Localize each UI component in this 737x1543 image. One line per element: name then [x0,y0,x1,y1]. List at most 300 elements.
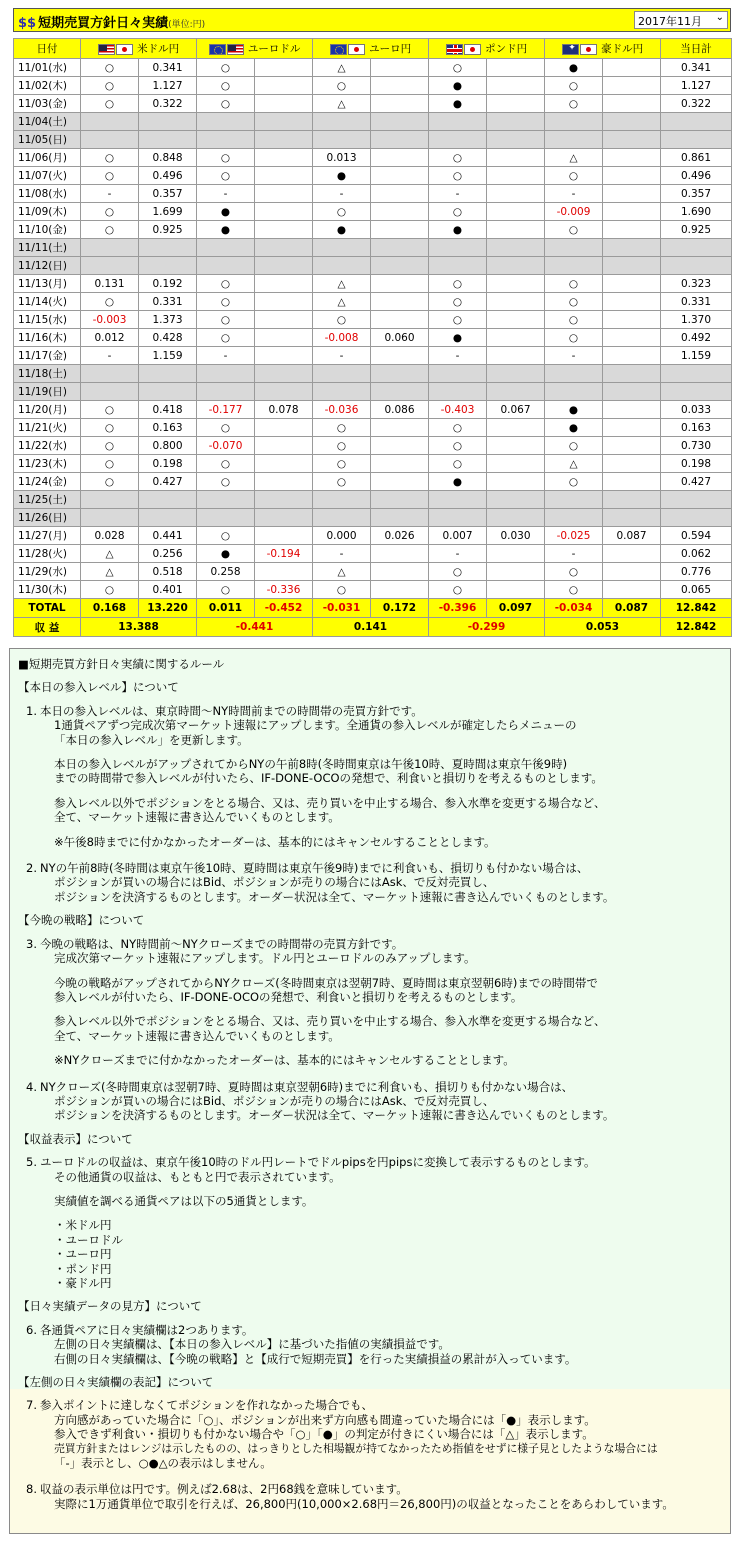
value-cell [255,563,313,581]
value-cell: - [197,185,255,203]
value-cell: ○ [81,203,139,221]
value-cell [255,365,313,383]
value-cell [603,563,661,581]
value-cell [81,491,139,509]
value-cell [371,311,429,329]
value-cell: ○ [197,329,255,347]
value-cell [371,113,429,131]
value-cell: -0.036 [313,401,371,419]
unit-label: (単位:円) [168,20,206,30]
rule-text: ポジションを決済するものとします。オーダー状況は全て、マーケット速報に書き込んでいくものとします。 [54,889,615,904]
value-cell [545,131,603,149]
value-cell [487,545,545,563]
value-cell [255,275,313,293]
col-audjpy [545,39,661,59]
value-cell [313,239,371,257]
value-cell [603,293,661,311]
value-cell [255,149,313,167]
value-cell [255,455,313,473]
col-gbpjpy-label: ポンド円 [485,43,528,55]
value-cell: △ [313,95,371,113]
rule-item [18,704,722,849]
value-cell [603,113,661,131]
table-row [14,221,732,239]
rule-text: 右側の日々実績欄は、【今晩の戦略】と【成行で短期売買】を行った実績損益の累計が入っています。 [54,1351,577,1366]
rule-number: 1. [26,703,37,718]
table-row [14,275,732,293]
value-cell [371,563,429,581]
date-cell: 11/07(火) [14,167,81,185]
list-item: ・ユーロ円 [54,1247,112,1262]
value-cell [429,257,487,275]
value-cell: 0.925 [139,221,197,239]
value-cell: ○ [197,473,255,491]
value-cell: ○ [429,563,487,581]
value-cell: ○ [81,149,139,167]
title-text: 短期売買方針日々実績 [38,16,169,31]
value-cell [487,311,545,329]
value-cell [371,347,429,365]
date-cell: 11/05(日) [14,131,81,149]
value-cell [371,491,429,509]
value-cell: △ [81,563,139,581]
chevron-down-icon: ⌄ [715,12,724,23]
value-cell [371,149,429,167]
value-cell: ○ [81,59,139,77]
rule-text: までの時間帯で参入レベルが付いたら、IF-DONE-OCOの発想で、利食いと損切りを考えるものとします。 [54,771,603,786]
value-cell: ● [429,329,487,347]
value-cell: △ [545,455,603,473]
value-cell [487,293,545,311]
rule-item [18,861,722,904]
table-row [14,59,732,77]
value-cell [197,257,255,275]
value-cell [429,383,487,401]
section-heading: 【今晩の戦略】について [18,913,145,928]
value-cell [197,509,255,527]
table-row [14,455,732,473]
value-cell [661,509,732,527]
value-cell: ○ [313,203,371,221]
profit-row [14,618,732,637]
value-cell: -0.025 [545,527,603,545]
rule-item [18,1155,722,1290]
table-row [14,167,732,185]
value-cell: ○ [197,581,255,599]
table-row [14,527,732,545]
value-cell: 0.441 [139,527,197,545]
value-cell [603,581,661,599]
date-cell: 11/01(水) [14,59,81,77]
value-cell: ○ [313,455,371,473]
table-row [14,203,732,221]
date-cell: 11/06(月) [14,149,81,167]
profit-cell: -0.441 [197,618,313,637]
rule-number: 5. [26,1155,37,1170]
table-row [14,563,732,581]
col-eurusd [197,39,313,59]
value-cell: ○ [429,437,487,455]
value-cell: 0.427 [661,473,732,491]
value-cell [371,95,429,113]
rule-text: NYクローズ(冬時間東京は翌朝7時、夏時間は東京翌朝6時)までに利食いも、損切りも付かない場合は、 [40,1079,574,1094]
col-usdjpy-label: 米ドル円 [137,43,180,55]
value-cell: 0.033 [661,401,732,419]
value-cell: ○ [197,149,255,167]
value-cell: ● [197,221,255,239]
value-cell: ○ [545,581,603,599]
total-cell: 0.172 [371,599,429,618]
value-cell: 0.776 [661,563,732,581]
value-cell [197,365,255,383]
value-cell: 0.078 [255,401,313,419]
value-cell [371,365,429,383]
value-cell: 1.127 [139,77,197,95]
table-row [14,329,732,347]
value-cell: ● [429,95,487,113]
rules-title: ■短期売買方針日々実績に関するルール [18,657,225,671]
date-cell: 11/22(水) [14,437,81,455]
value-cell: ○ [313,77,371,95]
value-cell [371,437,429,455]
rule-text: ポジションを決済するものとします。オーダー状況は全て、マーケット速報に書き込んでいくものとします。 [54,1108,615,1123]
value-cell: ○ [545,311,603,329]
rule-item [18,1398,722,1470]
value-cell [603,203,661,221]
value-cell: ○ [545,95,603,113]
date-cell: 11/08(水) [14,185,81,203]
list-item: ・ポンド円 [54,1261,112,1276]
page-title [18,12,205,31]
table-row [14,293,732,311]
value-cell: 0.258 [197,563,255,581]
rule-text: ※午後8時までに付かなかったオーダーは、基本的にはキャンセルすることとします。 [54,834,496,849]
rule-text: 今晩の戦略がアップされてからNYクローズ(冬時間東京は翌朝7時、夏時間は東京翌朝6時)までの時間帯で [54,975,598,990]
list-item: ・ユーロドル [54,1232,123,1247]
table-row [14,365,732,383]
profit-label: 収 益 [14,618,81,637]
value-cell [81,239,139,257]
value-cell [81,131,139,149]
value-cell [255,347,313,365]
value-cell [197,239,255,257]
value-cell: △ [545,149,603,167]
value-cell [661,491,732,509]
value-cell [603,95,661,113]
value-cell: - [313,185,371,203]
value-cell [487,473,545,491]
value-cell: ○ [197,59,255,77]
value-cell [81,257,139,275]
value-cell [545,491,603,509]
value-cell [255,257,313,275]
rule-text: 方向感があっていた場合に「○」、ポジションが出来ず方向感も間違っていた場合には「●」表示します。 [54,1412,596,1427]
value-cell: -0.008 [313,329,371,347]
value-cell: ○ [429,311,487,329]
value-cell: ● [545,419,603,437]
rule-number: 2. [26,861,37,876]
results-table [13,38,732,637]
date-cell: 11/03(金) [14,95,81,113]
rule-number: 3. [26,936,37,951]
value-cell [487,59,545,77]
value-cell: ○ [197,293,255,311]
value-cell [255,221,313,239]
totals-label: TOTAL [14,599,81,618]
value-cell [487,581,545,599]
value-cell: -0.403 [429,401,487,419]
value-cell [603,545,661,563]
value-cell: -0.070 [197,437,255,455]
value-cell [371,383,429,401]
value-cell: 0.012 [81,329,139,347]
value-cell: 1.370 [661,311,732,329]
value-cell [545,257,603,275]
value-cell [603,419,661,437]
value-cell: ○ [545,329,603,347]
value-cell [661,257,732,275]
value-cell: ○ [81,437,139,455]
value-cell [255,185,313,203]
value-cell: ○ [429,203,487,221]
value-cell: 0.730 [661,437,732,455]
value-cell [603,455,661,473]
value-cell: 1.373 [139,311,197,329]
date-cell: 11/11(土) [14,239,81,257]
value-cell: ● [545,59,603,77]
value-cell: ○ [197,95,255,113]
date-cell: 11/09(木) [14,203,81,221]
value-cell [81,509,139,527]
rule-item [18,1482,722,1511]
value-cell [313,131,371,149]
rule-text: ポジションが買いの場合にはBid、ポジションが売りの場合にはAsk、で反対売買し、 [54,875,495,890]
value-cell: - [81,185,139,203]
value-cell [603,185,661,203]
table-row [14,509,732,527]
value-cell [603,77,661,95]
value-cell: - [81,347,139,365]
table-row [14,77,732,95]
section-heading: 【本日の参入レベル】について [18,680,179,695]
value-cell: - [197,347,255,365]
value-cell: -0.177 [197,401,255,419]
value-cell [487,149,545,167]
gb-flag-icon [446,44,463,55]
value-cell [255,167,313,185]
table-row [14,185,732,203]
table-row [14,383,732,401]
value-cell: 0.322 [139,95,197,113]
value-cell [603,311,661,329]
value-cell: 0.013 [313,149,371,167]
value-cell: 0.925 [661,221,732,239]
value-cell: ○ [545,275,603,293]
value-cell [371,473,429,491]
value-cell [313,257,371,275]
value-cell: -0.003 [81,311,139,329]
rule-text: 各通貨ペアに日々実績欄は2つあります。 [40,1322,254,1337]
value-cell [255,311,313,329]
value-cell: ○ [197,455,255,473]
table-row [14,239,732,257]
value-cell: 1.159 [139,347,197,365]
value-cell [545,509,603,527]
rule-number: 8. [26,1482,37,1497]
date-cell: 11/30(木) [14,581,81,599]
value-cell: △ [313,59,371,77]
value-cell [313,383,371,401]
value-cell: ○ [197,167,255,185]
table-row [14,419,732,437]
value-cell: ○ [81,95,139,113]
rule-text: 参入ポイントに達しなくてポジションを作れなかった場合でも、 [40,1398,373,1413]
value-cell: ○ [429,167,487,185]
value-cell: ○ [429,293,487,311]
value-cell [255,419,313,437]
profit-cell: 12.842 [661,618,732,637]
value-cell [603,239,661,257]
value-cell [603,383,661,401]
value-cell [371,59,429,77]
profit-cell: 13.388 [81,618,197,637]
value-cell [255,491,313,509]
rule-text: 収益の表示単位は円です。例えば2.68は、2円68銭を意味しています。 [40,1482,408,1497]
col-date: 日付 [14,39,81,59]
rule-text: 実績値を調べる通貨ペアは以下の5通貨とします。 [54,1193,314,1208]
value-cell: 0.518 [139,563,197,581]
value-cell: ● [545,401,603,419]
value-cell [603,473,661,491]
value-cell [487,113,545,131]
value-cell: 1.127 [661,77,732,95]
rule-text: 売買方針またはレンジは示したものの、はっきりとした相場観が持てなかったため指値をせずに様子見としたような場合には [54,1441,658,1455]
value-cell: 0.163 [139,419,197,437]
value-cell [255,329,313,347]
date-cell: 11/29(水) [14,563,81,581]
eu-flag-icon [330,44,347,55]
value-cell [429,131,487,149]
au-flag-icon [562,44,579,55]
value-cell: 0.256 [139,545,197,563]
value-cell: △ [313,275,371,293]
value-cell [661,113,732,131]
value-cell: 1.699 [139,203,197,221]
value-cell: ● [429,473,487,491]
value-cell [545,113,603,131]
page-header [13,8,731,32]
date-cell: 11/16(木) [14,329,81,347]
value-cell [139,113,197,131]
value-cell [255,473,313,491]
table-row [14,257,732,275]
rule-number: 4. [26,1079,37,1094]
value-cell: ○ [81,293,139,311]
value-cell [255,77,313,95]
value-cell: 0.848 [139,149,197,167]
value-cell [661,131,732,149]
value-cell [487,419,545,437]
value-cell [487,257,545,275]
value-cell [603,365,661,383]
value-cell: △ [313,293,371,311]
table-row [14,401,732,419]
rule-text: ポジションが買いの場合にはBid、ポジションが売りの場合にはAsk、で反対売買し、 [54,1093,495,1108]
value-cell [139,365,197,383]
value-cell [661,365,732,383]
date-cell: 11/26(日) [14,509,81,527]
rule-item [18,1323,722,1366]
value-cell [139,239,197,257]
value-cell [487,329,545,347]
table-row [14,149,732,167]
rule-text: 参入レベル以外でポジションをとる場合、又は、売り買いを中止する場合、参入水準を変更する場合など、 [54,1014,606,1029]
value-cell [313,113,371,131]
value-cell: 0.062 [661,545,732,563]
value-cell [81,113,139,131]
col-eurusd-label: ユーロドル [247,43,301,55]
value-cell [661,383,732,401]
value-cell: 0.065 [661,581,732,599]
profit-cell: 0.053 [545,618,661,637]
date-cell: 11/23(木) [14,455,81,473]
value-cell: - [429,347,487,365]
col-eurjpy [313,39,429,59]
date-cell: 11/04(土) [14,113,81,131]
value-cell: 0.496 [661,167,732,185]
month-select[interactable] [634,11,728,29]
value-cell: 0.322 [661,95,732,113]
jp-flag-icon [116,44,133,55]
col-daily-total: 当日計 [661,39,732,59]
value-cell [255,293,313,311]
value-cell [545,383,603,401]
value-cell: 0.030 [487,527,545,545]
value-cell [371,293,429,311]
value-cell [603,275,661,293]
total-cell: -0.396 [429,599,487,618]
date-cell: 11/14(火) [14,293,81,311]
list-item: ・米ドル円 [54,1218,112,1233]
section-heading: 【収益表示】について [18,1131,133,1146]
rule-text: 実際に1万通貨単位で取引を行えば、26,800円(10,000×2.68円＝26,800円)の収益となったことをあらわしています。 [54,1496,674,1511]
value-cell: 0.323 [661,275,732,293]
rule-text: 参入できず利食い・損切りも付かない場合や「○」「●」の判定が付きにくい場合には「△」表示します。 [54,1427,594,1442]
value-cell [487,77,545,95]
value-cell [371,239,429,257]
value-cell: 0.428 [139,329,197,347]
value-cell [371,509,429,527]
value-cell: 0.086 [371,401,429,419]
table-row [14,113,732,131]
value-cell [255,59,313,77]
rule-text: ユーロドルの収益は、東京午後10時のドル円レートでドルpipsを円pipsに変換して表示するものとします。 [40,1155,596,1170]
date-cell: 11/21(火) [14,419,81,437]
value-cell [371,221,429,239]
table-row [14,545,732,563]
value-cell [603,149,661,167]
value-cell: -0.336 [255,581,313,599]
value-cell: -0.194 [255,545,313,563]
value-cell [371,581,429,599]
value-cell [371,185,429,203]
value-cell: -0.009 [545,203,603,221]
value-cell: ○ [429,59,487,77]
col-usdjpy [81,39,197,59]
total-cell: 0.011 [197,599,255,618]
value-cell: ○ [313,473,371,491]
value-cell [487,563,545,581]
